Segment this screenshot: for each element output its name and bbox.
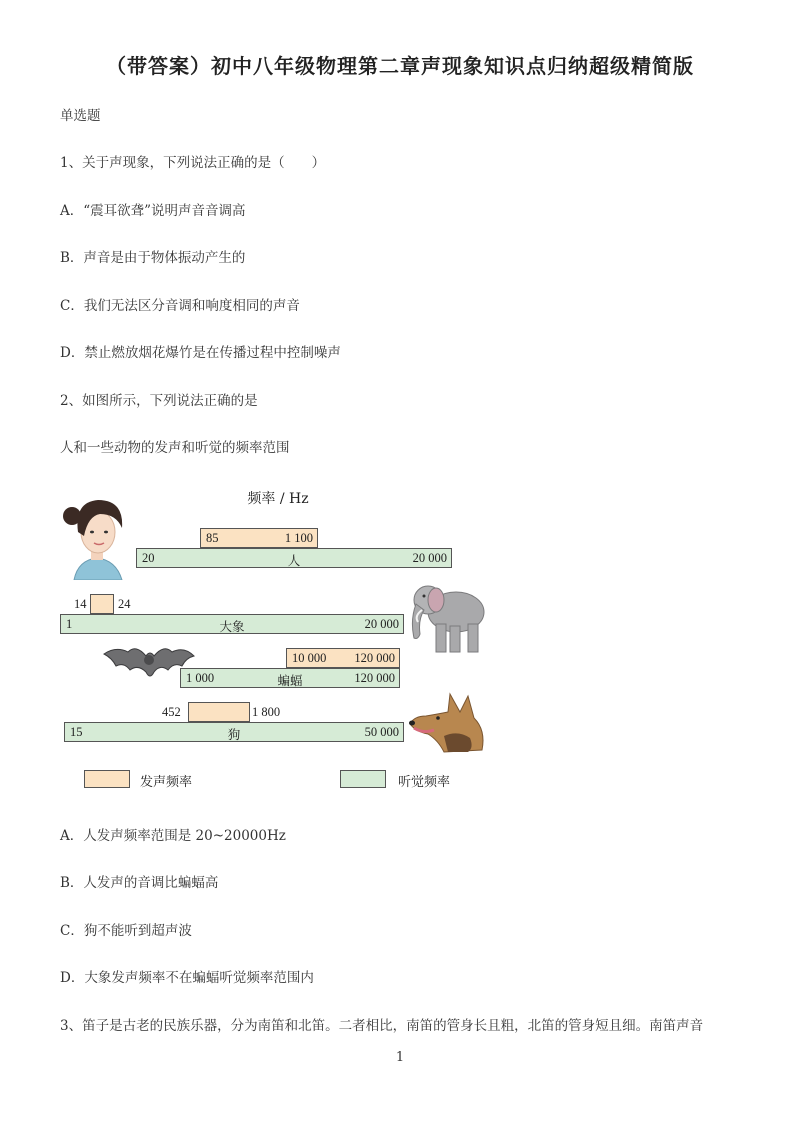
elephant-name: 大象 xyxy=(219,620,245,634)
question-1-option-a: A．“震耳欲聋”说明声音音调高 xyxy=(60,203,246,219)
question-1-option-d: D．禁止燃放烟花爆竹是在传播过程中控制噪声 xyxy=(60,345,341,361)
bat-name: 蝙蝠 xyxy=(277,674,303,688)
human-emit-min: 85 xyxy=(206,531,219,545)
dog-emit-bar xyxy=(188,702,250,722)
page-number: 1 xyxy=(395,1050,405,1065)
section-heading: 单选题 xyxy=(60,108,101,124)
legend-emit-swatch xyxy=(84,770,130,788)
question-1-option-c: C．我们无法区分音调和响度相同的声音 xyxy=(60,298,300,314)
elephant-icon xyxy=(406,576,490,658)
question-3-stem: 3、笛子是古老的民族乐器，分为南笛和北笛。二者相比，南笛的管身长且粗，北笛的管身短且细。南笛声音 xyxy=(60,1018,704,1034)
elephant-emit-bar xyxy=(90,594,114,614)
dog-name: 狗 xyxy=(227,728,241,742)
legend-hear-swatch xyxy=(340,770,386,788)
dog-hear-min: 15 xyxy=(70,725,83,739)
document-title: （带答案）初中八年级物理第二章声现象知识点归纳超级精简版 xyxy=(106,54,694,78)
question-1-option-b: B．声音是由于物体振动产生的 xyxy=(60,250,246,266)
human-name: 人 xyxy=(287,554,301,568)
question-2-option-b: B．人发声的音调比蝙蝠高 xyxy=(60,875,219,891)
elephant-hear-max: 20 000 xyxy=(364,617,399,631)
question-2-option-d: D．大象发声频率不在蝙蝠听觉频率范围内 xyxy=(60,970,314,986)
human-emit-bar xyxy=(200,528,318,548)
question-2-option-c: C．狗不能听到超声波 xyxy=(60,923,192,939)
dog-emit-max: 1 800 xyxy=(252,705,281,719)
figure-heading: 频率 / Hz xyxy=(247,491,309,507)
legend-emit-label: 发声频率 xyxy=(140,775,193,790)
question-2-option-a: A．人发声频率范围是 20~20000Hz xyxy=(60,828,286,844)
legend-hear-label: 听觉频率 xyxy=(398,775,451,790)
bat-hear-bar xyxy=(180,668,400,688)
human-hear-min: 20 xyxy=(142,551,155,565)
elephant-emit-min: 14 xyxy=(74,597,87,611)
dog-icon xyxy=(408,690,488,754)
dog-hear-max: 50 000 xyxy=(364,725,399,739)
dog-emit-min: 452 xyxy=(162,705,181,719)
question-1-stem: 1、关于声现象，下列说法正确的是（ ） xyxy=(60,155,326,171)
question-2-stem: 2、如图所示，下列说法正确的是 xyxy=(60,393,258,409)
figure-caption: 人和一些动物的发声和听觉的频率范围 xyxy=(60,440,290,456)
bat-emit-min: 10 000 xyxy=(292,651,327,665)
human-hear-max: 20 000 xyxy=(412,551,447,565)
dog-hear-bar xyxy=(64,722,404,742)
elephant-emit-max: 24 xyxy=(118,597,131,611)
elephant-hear-bar xyxy=(60,614,404,634)
woman-icon xyxy=(60,492,134,580)
bat-emit-max: 120 000 xyxy=(354,651,395,665)
elephant-hear-min: 1 xyxy=(66,617,73,631)
human-hear-bar xyxy=(136,548,452,568)
bat-hear-min: 1 000 xyxy=(186,671,215,685)
human-emit-max: 1 100 xyxy=(284,531,313,545)
bat-hear-max: 120 000 xyxy=(354,671,395,685)
bat-emit-bar xyxy=(286,648,400,668)
frequency-range-figure xyxy=(58,484,498,794)
